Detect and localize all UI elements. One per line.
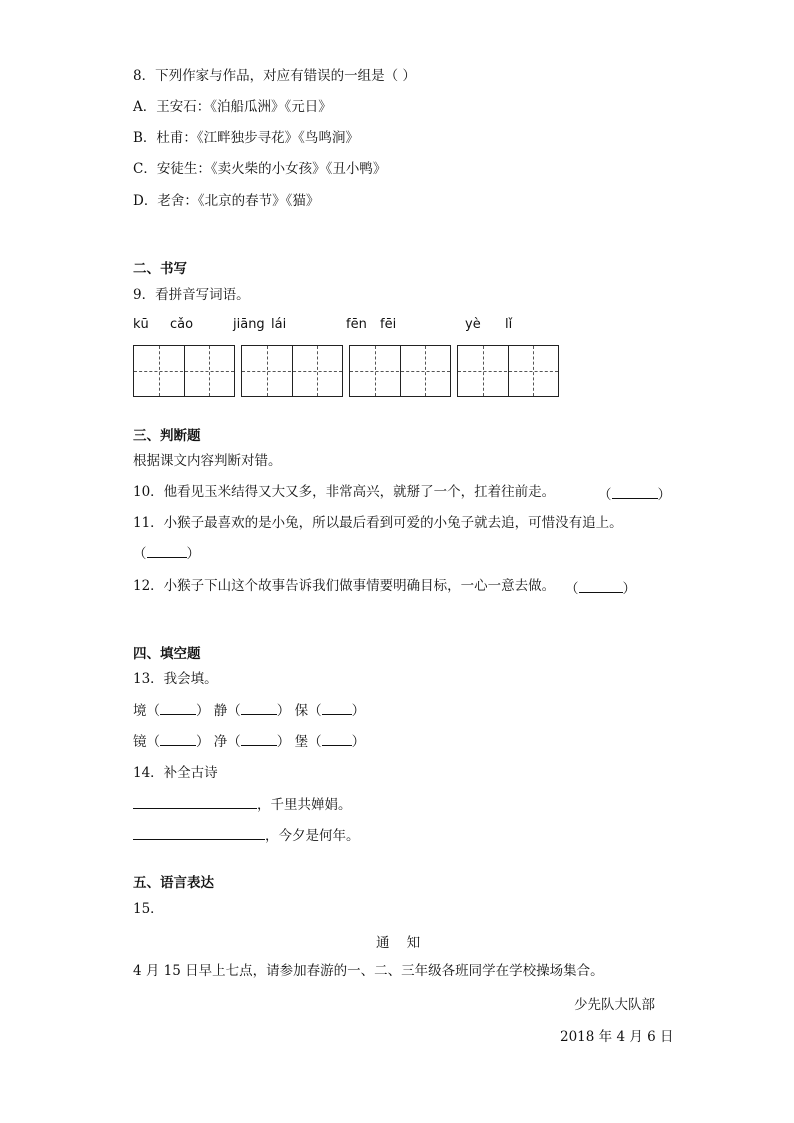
- q10-answer-blank[interactable]: （ ）: [598, 487, 671, 503]
- q8-option-d: D．老舍：《北京的春节》《猫》: [133, 193, 320, 209]
- pinyin-4a: yè: [465, 317, 481, 332]
- section-2-title: 二、书写: [133, 261, 187, 277]
- q14-poem-line-2: ，今夕是何年。: [133, 827, 360, 845]
- pinyin-1a: kū: [133, 317, 149, 332]
- q11-text: 11．小猴子最喜欢的是小兔，所以最后看到可爱的小兔子就去追，可惜没有追上。: [133, 515, 623, 531]
- writing-grid-3[interactable]: [349, 345, 451, 397]
- writing-grid-1[interactable]: [133, 345, 235, 397]
- pinyin-3a: fēn: [346, 317, 367, 332]
- fill-blank[interactable]: [160, 733, 196, 746]
- q8-option-b: B．杜甫：《江畔独步寻花》《鸟鸣涧》: [133, 130, 359, 146]
- q13-row-1: 境（ ） 静（ ） 保（ ）: [133, 703, 366, 719]
- q14-poem-line-1: ，千里共婵娟。: [133, 796, 352, 814]
- q12-text: 12．小猴子下山这个故事告诉我们做事情要明确目标，一心一意去做。: [133, 578, 556, 594]
- pinyin-1b: cǎo: [170, 317, 194, 332]
- section-4-title: 四、填空题: [133, 646, 201, 662]
- q13-row-2: 镜（ ） 净（ ） 堡（ ）: [133, 734, 366, 750]
- fill-blank[interactable]: [322, 733, 352, 746]
- poem-blank-2[interactable]: [133, 827, 265, 840]
- fill-blank[interactable]: [160, 702, 196, 715]
- fill-blank[interactable]: [241, 733, 277, 746]
- q13-stem: 13．我会填。: [133, 671, 218, 687]
- q15-stem: 15．: [133, 901, 164, 917]
- notice-title: 通 知: [376, 935, 421, 951]
- writing-grid-2[interactable]: [241, 345, 343, 397]
- q14-stem: 14．补全古诗: [133, 765, 218, 781]
- q12-answer-blank[interactable]: （ ）: [565, 581, 636, 597]
- q8-stem: 8．下列作家与作品，对应有错误的一组是（ ）: [133, 68, 416, 84]
- q10-text: 10．他看见玉米结得又大又多，非常高兴，就掰了一个，扛着往前走。: [133, 484, 556, 500]
- pinyin-4b: lǐ: [505, 317, 513, 332]
- q8-option-a: A．王安石：《泊船瓜洲》《元日》: [133, 99, 332, 115]
- notice-signature: 少先队大队部: [574, 997, 655, 1013]
- q9-stem: 9．看拼音写词语。: [133, 287, 250, 303]
- writing-grid-4[interactable]: [457, 345, 559, 397]
- pinyin-2a: jiāng: [233, 317, 265, 332]
- fill-blank[interactable]: [241, 702, 277, 715]
- section-3-title: 三、判断题: [133, 428, 201, 444]
- notice-body: 4 月 15 日早上七点，请参加春游的一、二、三年级各班同学在学校操场集合。: [133, 963, 604, 979]
- pinyin-3b: fēi: [380, 317, 397, 332]
- pinyin-2b: lái: [271, 317, 287, 332]
- q8-option-c: C．安徒生：《卖火柴的小女孩》《丑小鸭》: [133, 161, 387, 177]
- section-5-title: 五、语言表达: [133, 875, 214, 891]
- q-judge-instruction: 根据课文内容判断对错。: [133, 453, 282, 469]
- poem-blank-1[interactable]: [133, 796, 257, 809]
- fill-blank[interactable]: [322, 702, 352, 715]
- q11-answer-blank[interactable]: （ ）: [133, 546, 200, 562]
- notice-date: 2018 年 4 月 6 日: [560, 1029, 674, 1045]
